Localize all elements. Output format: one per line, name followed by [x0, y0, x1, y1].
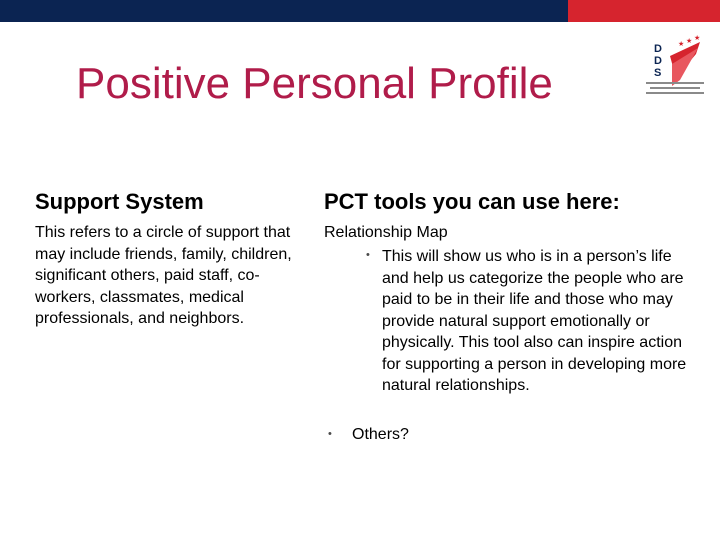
relationship-map-label: Relationship Map — [324, 224, 448, 241]
svg-text:★: ★ — [694, 34, 701, 42]
dds-logo-icon — [640, 34, 710, 104]
dds-logo — [640, 34, 710, 104]
logo-letter-3: S — [654, 67, 662, 79]
bullet-text: Others? — [352, 426, 409, 443]
bullet-marker: • — [328, 428, 332, 440]
left-heading: Support System — [35, 189, 204, 214]
top-bar-red — [568, 0, 720, 22]
svg-text:★: ★ — [686, 37, 693, 45]
logo-letter-1: D — [654, 43, 662, 55]
slide-title: Positive Personal Profile — [76, 59, 553, 108]
sub-bullet-text: This will show us who is in a person’s life and help us categorize the people who are paid to be in their life and those who may provide natural support emotionally or physically. This tool also can inspire action for supporting a person in developing more natural relationships. — [382, 248, 687, 394]
left-body-text: This refers to a circle of support that may include friends, family, children, significant others, paid staff, co-workers, classmates, medical professionals, and neighbors. — [35, 224, 292, 327]
sub-bullet-marker: • — [366, 249, 370, 261]
right-heading: PCT tools you can use here: — [324, 189, 620, 214]
top-bar-navy — [0, 0, 568, 22]
logo-letter-2: D — [654, 55, 662, 67]
svg-text:★: ★ — [678, 40, 685, 48]
